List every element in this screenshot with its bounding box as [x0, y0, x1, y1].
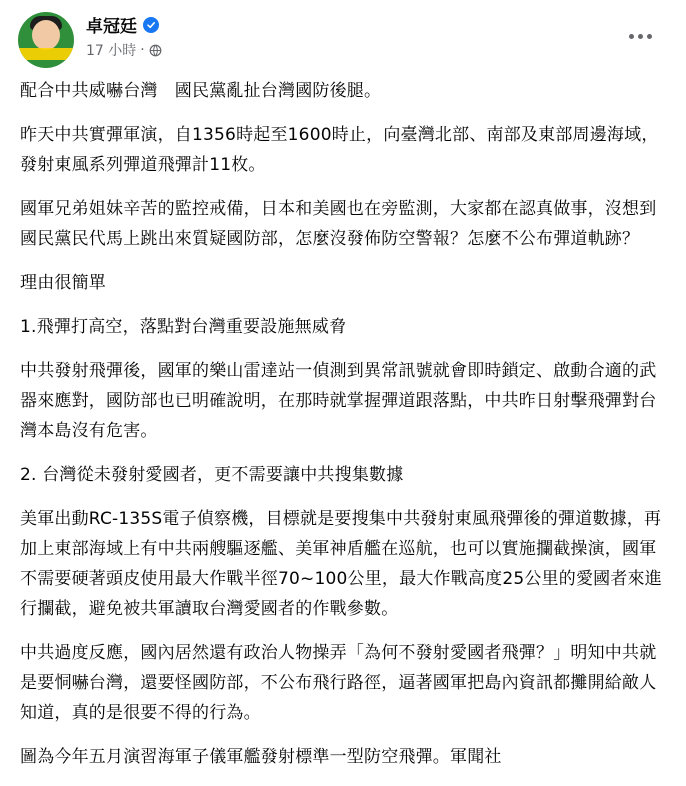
- post-paragraph: 中共發射飛彈後，國軍的樂山雷達站一偵測到異常訊號就會即時鎖定、啟動合適的武器來應對，國防部也已明確說明，在那時就掌握彈道跟落點，中共昨日射擊飛彈對台灣本島沒有危害。: [20, 361, 657, 441]
- post-paragraph: 昨天中共實彈軍演，自1356時起至1600時止，向臺灣北部、南部及東部周邊海域，發射東風系列彈道飛彈計11枚。: [20, 125, 659, 175]
- more-dot: [647, 34, 652, 39]
- post-paragraph: 圖為今年五月演習海軍子儀軍艦發射標準一型防空飛彈。軍聞社: [20, 747, 502, 767]
- post-paragraph: 理由很簡單: [20, 273, 106, 293]
- avatar-face: [32, 20, 60, 50]
- post-paragraph: 美軍出動RC-135S電子偵察機，目標就是要搜集中共發射東風飛彈後的彈道數據，再加上東部海域上有中共兩艘驅逐艦、美軍神盾艦在巡航，也可以實施攔截操演，國軍不需要硬著頭皮使用最大作戰半徑70~100公里，最大作戰高度25公里的愛國者來進行攔截，避免被共軍讀取台灣愛國者的作戰參數。: [20, 509, 662, 619]
- post-timestamp[interactable]: 17 小時: [86, 43, 137, 59]
- post-paragraph: 1.飛彈打高空，落點對台灣重要設施無威脅: [20, 317, 347, 337]
- post-paragraph: 中共過度反應，國內居然還有政治人物操弄「為何不發射愛國者飛彈？」明知中共就是要恫嚇台灣，還要怪國防部，不公布飛行路徑，逼著國軍把島內資訊都攤開給敵人知道，真的是很要不得的行為。: [20, 643, 657, 723]
- post-paragraph: 2. 台灣從未發射愛國者，更不需要讓中共搜集數據: [20, 465, 404, 485]
- post-body: [20, 76, 670, 786]
- avatar[interactable]: [18, 12, 74, 68]
- avatar-banner: [18, 48, 74, 60]
- more-dot: [638, 34, 643, 39]
- post-paragraph: 國軍兄弟姐妹辛苦的監控戒備，日本和美國也在旁監測，大家都在認真做事，沒想到國民黨民代馬上跳出來質疑國防部，怎麼沒發佈防空警報？怎麼不公布彈道軌跡？: [20, 199, 657, 249]
- more-dot: [629, 34, 634, 39]
- meta-separator: ·: [140, 42, 145, 58]
- post-paragraph: 配合中共威嚇台灣 國民黨亂扯台灣國防後腿。: [20, 81, 382, 101]
- more-options-icon[interactable]: [622, 22, 658, 50]
- author-row: [86, 12, 159, 37]
- post-meta: [86, 40, 162, 60]
- globe-icon[interactable]: [149, 44, 162, 57]
- post-header: [0, 0, 686, 72]
- verified-check-icon: [143, 17, 159, 33]
- author-name[interactable]: 卓冠廷: [86, 17, 137, 37]
